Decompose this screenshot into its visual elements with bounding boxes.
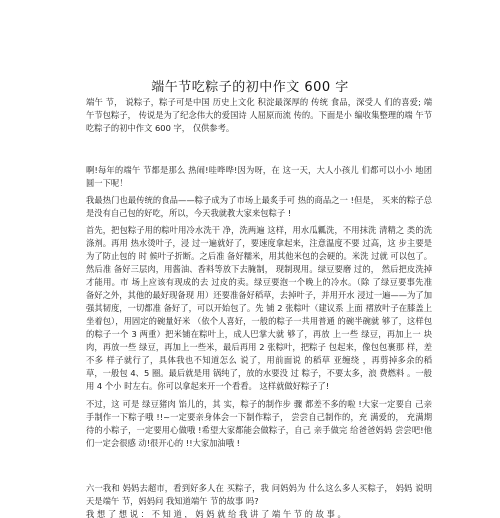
body-paragraph-1: 啊!每年的端午 节都是那么 热闹!哇哗哗!因为呀，在 这一天，大人小孩儿 们都可以小小 地团圆一下呢！ <box>86 165 432 188</box>
body-paragraph-3: 首先，把包粽子用的粽叶用冷水洗干 净，洗两遍 这样，用水瓜瓤洗，不用抹洗 清精之 类的洗涤剂。再用 热水烫叶子，浸 过一遍就好了，要速度拿起来，注意温度不要 过高，这 步主要是 为了防止包的 时 候叶子折断。之后准 备好糯米，用其他米包的会硬的。米洗 过就 可以包了。然后准 备好三层肉，用酱油、香料等放下去腌制， 现制现用。绿豆要磨 过的， 然后把皮洗掉才能用。市 场上应该有现成的去 过皮的卖。绿豆要泡一个晚上的冷水。（除 了绿豆要事先准 备好之外，其他的最好现备现 用）还要准备好稻草，去掉叶子，并用开水 浸过一遍——为了加强其韧度，一切都准 备好了，可以开始包了。先 铺 2 张粽叶（建议系 上面 褶放叶子在膝盖上坐着包），用固定的碗量好米 （依个人喜好，一般的粽子一共用普通 的碗半碗就 够了，这样包的粽子一个 3 两重）把米铺在粽叶上，成人巴掌大就 够了，再放 上一些 绿豆，再加上一 块 肉，再放一些 绿豆，再加上一些米，最后再用 2 张粽叶，把粽子 包起来，像包包裹那 样，差不多 样子就行了，具体我也不知道怎么 说了，用前面说 的稻草 亚缠绕 ，再剪掉多余的稻 草，一般包 4、5 圈。最后就是用 锅纯了，放的水要没 过 粽子，不要太多，浪 费燃料 。一般用 4 个小 时左右。你可以拿起来开一个看看。 这样就做好粽子了! <box>86 225 432 391</box>
body-paragraph-5: 六一我和 妈妈去超市，看到好多人在 买粽子，我 问妈妈为 什么这么多人买粽子， 妈妈 说明天是端午 节，妈妈问 我知道端午 节的故事 吗? <box>86 483 432 506</box>
body-paragraph-2: 我最热门也最传统的食品——粽子成为了市场上最炙手可 热的商品之一 !但是， 买来的粽子总 是没有自己包的好吃，所以，今天我就教大家来包粽子 ! <box>86 195 432 218</box>
essay-title: 端午节吃粽子的初中作文 600 字 <box>151 80 349 95</box>
body-paragraph-4: 不过，这 可是 绿豆猪肉 馅儿的，其 实，粽子的制作步 骤 都差不多的啦 !大家一定要自 己亲手制作一下粽子哦 !!~一定要亲身体会一下制作粽子， 尝尝自己制作的，充 满爱的， 充满期待的小粽子，一定要用心做哦 !希望大家都能会做粽子，自己 亲手做完 给爸爸妈妈 尝尝吧!他们一定会很感 动!很开心的 !!大家加油哦 ! <box>86 399 432 448</box>
intro-paragraph: 端午 节， 说粽子，粽子可是中国 历史上文化 积淀最深厚的 传统 食品，深受人 们的喜爱; 端午节包粽子， 传说是为了纪念伟大的爱国诗 人屈原而流 传的。下面是小 编收集整理的端 午节吃粽子的初中作文 600 字， 仅供参考。 <box>86 97 432 133</box>
body-paragraph-6: 我 想 了 想 说 ： 不 知 道 ， 妈 妈 就 给 我 讲 了 端 午 节 的 故 事 。 <box>86 509 346 518</box>
